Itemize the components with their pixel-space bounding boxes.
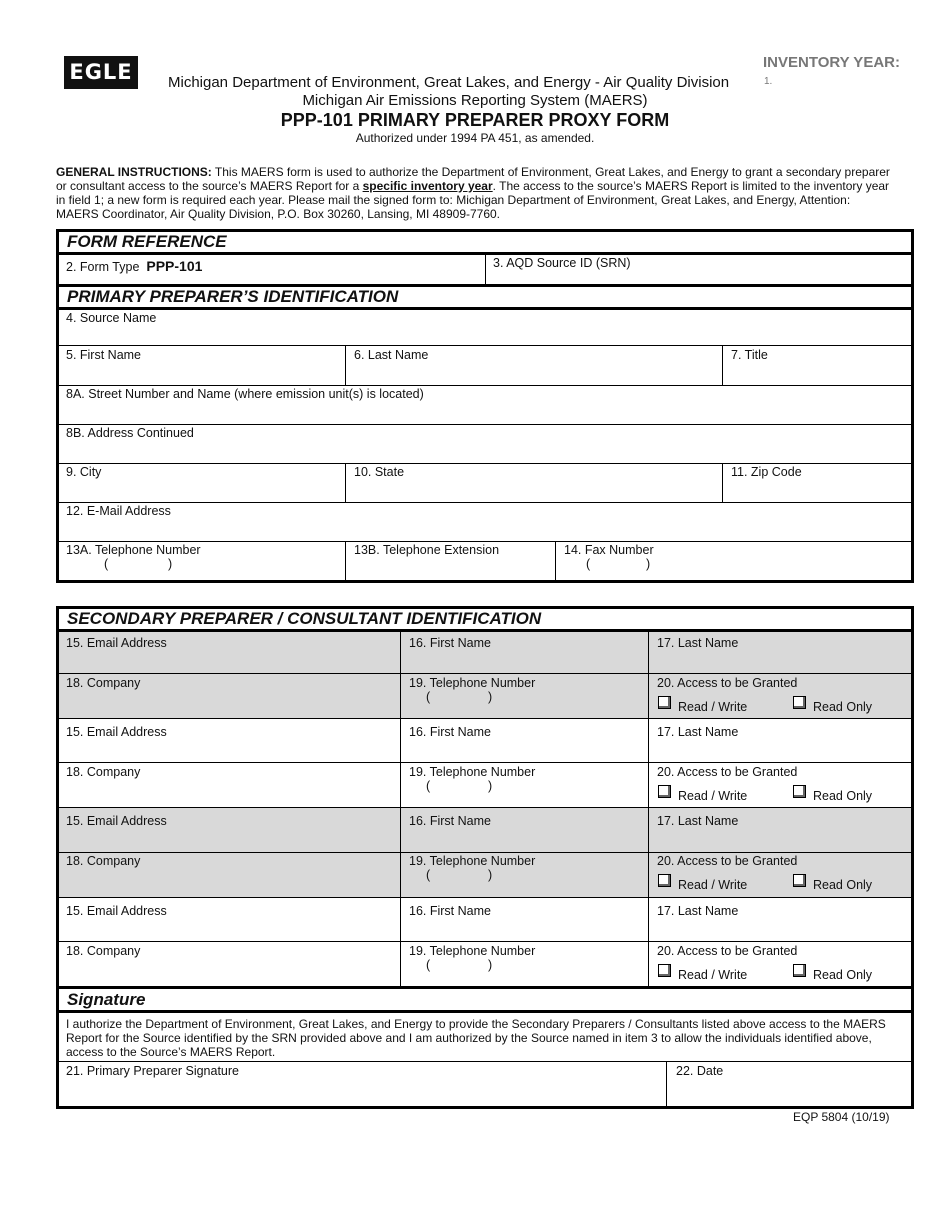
general-instructions: [56, 165, 894, 221]
egle-logo: EGLE: [64, 56, 138, 89]
signature-heading: Signature: [67, 990, 146, 1009]
secondary-1-read-write-label: Read / Write: [678, 700, 748, 714]
form-title: PPP-101 PRIMARY PREPARER PROXY FORM: [280, 110, 670, 130]
secondary-4-read-only-label: Read Only: [813, 968, 873, 982]
source-name-field[interactable]: 4. Source Name: [66, 311, 157, 325]
email-field[interactable]: 12. E-Mail Address: [66, 504, 171, 518]
authority-line: Authorized under 1994 PA 451, as amended.: [355, 131, 595, 145]
secondary-2-access-label: 20. Access to be Granted: [657, 765, 798, 779]
secondary-3-read-write-label: Read / Write: [678, 878, 748, 892]
secondary-2-telephone-field[interactable]: 19. Telephone Number: [409, 765, 536, 779]
telephone-extension-field[interactable]: 13B. Telephone Extension: [354, 543, 500, 557]
first-name-field[interactable]: 5. First Name: [66, 348, 142, 362]
secondary-4-telephone-field[interactable]: 19. Telephone Number: [409, 944, 536, 958]
agency-name: Michigan Department of Environment, Great Lakes, and Energy - Air Quality Division: [168, 74, 730, 91]
secondary-3-first-name-field[interactable]: 16. First Name: [409, 814, 491, 828]
street-field[interactable]: 8A. Street Number and Name (where emission unit(s) is located): [66, 387, 424, 401]
secondary-4-read-write-label: Read / Write: [678, 968, 748, 982]
title-field[interactable]: 7. Title: [731, 348, 768, 362]
secondary-2-read-write-label: Read / Write: [678, 789, 748, 803]
form-type-field[interactable]: 2. Form Type PPP-101: [66, 258, 203, 274]
instructions-text-2: . The access to the source’s MAERS Report is limited to the inventory year in field 1; a new form is required each year. Please mail the signed form to: Michigan Department of Environment, Great Lakes, and Energy, Attention: MAERS Coordinator, Air Quality Division, P.O. Box 30260, Lansing, MI 48909-7760.: [56, 179, 890, 221]
secondary-1-telephone-field[interactable]: 19. Telephone Number: [409, 676, 536, 690]
inventory-year-field-number: 1.: [764, 76, 773, 87]
date-field[interactable]: 22. Date: [676, 1064, 724, 1078]
secondary-3-read-only-checkbox[interactable]: [793, 874, 806, 887]
secondary-1-first-name-field[interactable]: 16. First Name: [409, 636, 491, 650]
secondary-1-company-field[interactable]: 18. Company: [66, 676, 141, 690]
secondary-4-read-write-checkbox[interactable]: [658, 964, 671, 977]
secondary-3-last-name-field[interactable]: 17. Last Name: [657, 814, 739, 828]
instructions-text-1: This MAERS form is used to authorize the Department of Environment, Great Lakes, and Energy to grant a secondary preparer or consultant access to the source’s MAERS Report for a: [56, 165, 890, 193]
primary-preparer-heading: PRIMARY PREPARER’S IDENTIFICATION: [67, 287, 399, 306]
system-name: Michigan Air Emissions Reporting System (MAERS): [302, 92, 648, 109]
secondary-3-company-field[interactable]: 18. Company: [66, 854, 141, 868]
secondary-3-read-write-checkbox[interactable]: [658, 874, 671, 887]
secondary-2-read-write-checkbox[interactable]: [658, 785, 671, 798]
form-number: EQP 5804 (10/19): [793, 1110, 890, 1124]
secondary-1-read-only-label: Read Only: [813, 700, 873, 714]
secondary-4-first-name-field[interactable]: 16. First Name: [409, 904, 491, 918]
address-continued-field[interactable]: 8B. Address Continued: [66, 426, 194, 440]
secondary-1-last-name-field[interactable]: 17. Last Name: [657, 636, 739, 650]
instructions-emphasis: specific inventory year: [362, 179, 493, 193]
secondary-2-read-only-checkbox[interactable]: [793, 785, 806, 798]
secondary-1-read-only-checkbox[interactable]: [793, 696, 806, 709]
secondary-4-read-only-checkbox[interactable]: [793, 964, 806, 977]
secondary-4-email-field[interactable]: 15. Email Address: [66, 904, 167, 918]
fax-field[interactable]: 14. Fax Number: [564, 543, 654, 557]
telephone-field[interactable]: 13A. Telephone Number: [66, 543, 201, 557]
secondary-2-first-name-field[interactable]: 16. First Name: [409, 725, 491, 739]
inventory-year-label: INVENTORY YEAR:: [763, 54, 900, 71]
srn-field[interactable]: 3. AQD Source ID (SRN): [493, 256, 631, 270]
secondary-1-access-label: 20. Access to be Granted: [657, 676, 798, 690]
secondary-preparer-heading: SECONDARY PREPARER / CONSULTANT IDENTIFICATION: [67, 609, 542, 628]
form-type-value: PPP-101: [146, 258, 203, 274]
secondary-3-email-field[interactable]: 15. Email Address: [66, 814, 167, 828]
secondary-3-read-only-label: Read Only: [813, 878, 873, 892]
secondary-3-telephone-field[interactable]: 19. Telephone Number: [409, 854, 536, 868]
secondary-1-email-field[interactable]: 15. Email Address: [66, 636, 167, 650]
state-field[interactable]: 10. State: [354, 465, 405, 479]
secondary-4-company-field[interactable]: 18. Company: [66, 944, 141, 958]
secondary-1-read-write-checkbox[interactable]: [658, 696, 671, 709]
secondary-2-company-field[interactable]: 18. Company: [66, 765, 141, 779]
secondary-2-last-name-field[interactable]: 17. Last Name: [657, 725, 739, 739]
city-field[interactable]: 9. City: [66, 465, 102, 479]
primary-preparer-signature-field[interactable]: 21. Primary Preparer Signature: [66, 1064, 239, 1078]
secondary-4-access-label: 20. Access to be Granted: [657, 944, 798, 958]
signature-statement: I authorize the Department of Environment, Great Lakes, and Energy to provide the Secondary Preparers / Consultants listed above access to the MAERS Report for the Source identified by the SRN provided above and I am authorized by the Source named in item 3 to allow the individuals identified above, access to the Source’s MAERS Report.: [66, 1017, 886, 1059]
instructions-label: GENERAL INSTRUCTIONS:: [56, 165, 212, 179]
secondary-2-read-only-label: Read Only: [813, 789, 873, 803]
last-name-field[interactable]: 6. Last Name: [354, 348, 429, 362]
zip-code-field[interactable]: 11. Zip Code: [731, 465, 802, 479]
secondary-4-last-name-field[interactable]: 17. Last Name: [657, 904, 739, 918]
secondary-3-access-label: 20. Access to be Granted: [657, 854, 798, 868]
secondary-2-email-field[interactable]: 15. Email Address: [66, 725, 167, 739]
form-reference-heading: FORM REFERENCE: [67, 232, 227, 251]
